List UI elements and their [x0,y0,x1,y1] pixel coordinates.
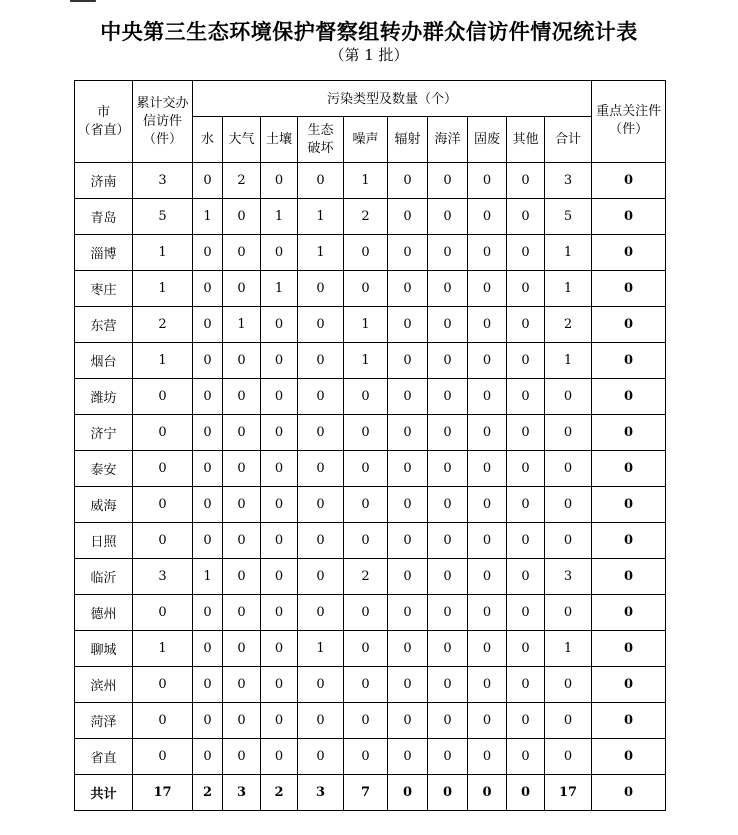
table-row [75,487,666,523]
water-cell: 0 [193,487,223,523]
subtotal-cell: 1 [545,271,592,307]
air-cell: 0 [223,379,261,415]
other-cell: 0 [507,235,545,271]
key-focus-cell: 0 [592,379,666,415]
radiation-cell: 0 [388,343,428,379]
other-cell: 0 [507,343,545,379]
air-cell: 1 [223,307,261,343]
city-cell: 滨州 [75,667,133,703]
air-cell: 0 [223,559,261,595]
other-cell: 0 [507,703,545,739]
header-noise: 噪声 [344,117,388,163]
subtotal-cell: 0 [545,595,592,631]
city-cell: 临沂 [75,559,133,595]
header-soil: 土壤 [261,117,298,163]
header-radiation: 辐射 [388,117,428,163]
total-subtotal: 17 [545,775,592,811]
total-other: 0 [507,775,545,811]
ocean-cell: 0 [428,487,468,523]
water-cell: 0 [193,415,223,451]
noise-cell: 1 [344,163,388,199]
eco-cell: 0 [298,343,344,379]
radiation-cell: 0 [388,235,428,271]
other-cell: 0 [507,523,545,559]
header-eco-damage [298,117,344,163]
city-cell: 菏泽 [75,703,133,739]
subtotal-cell: 0 [545,523,592,559]
soil-cell: 0 [261,487,298,523]
radiation-cell: 0 [388,739,428,775]
header-city-line2: （省直） [77,122,130,138]
header-pollution-group: 污染类型及数量（个） [193,81,592,117]
radiation-cell: 0 [388,703,428,739]
soil-cell: 1 [261,199,298,235]
city-cell: 潍坊 [75,379,133,415]
subtotal-cell: 0 [545,451,592,487]
key-focus-cell: 0 [592,523,666,559]
cumulative-cell: 0 [133,703,193,739]
radiation-cell: 0 [388,271,428,307]
solid-waste-cell: 0 [468,487,507,523]
radiation-cell: 0 [388,163,428,199]
city-cell: 淄博 [75,235,133,271]
soil-cell: 0 [261,415,298,451]
table-row [75,559,666,595]
eco-cell: 0 [298,415,344,451]
subtotal-cell: 0 [545,415,592,451]
table-row [75,343,666,379]
table-row [75,235,666,271]
subtotal-cell: 3 [545,559,592,595]
eco-cell: 0 [298,595,344,631]
eco-cell: 0 [298,307,344,343]
cumulative-cell: 3 [133,163,193,199]
other-cell: 0 [507,667,545,703]
solid-waste-cell: 0 [468,343,507,379]
header-air: 大气 [223,117,261,163]
water-cell: 0 [193,595,223,631]
ocean-cell: 0 [428,739,468,775]
soil-cell: 0 [261,667,298,703]
eco-cell: 0 [298,523,344,559]
water-cell: 0 [193,235,223,271]
other-cell: 0 [507,595,545,631]
key-focus-cell: 0 [592,631,666,667]
cumulative-cell: 0 [133,415,193,451]
other-cell: 0 [507,379,545,415]
total-water: 2 [193,775,223,811]
table-body [75,163,666,775]
table-row [75,667,666,703]
solid-waste-cell: 0 [468,163,507,199]
key-focus-cell: 0 [592,235,666,271]
city-cell: 省直 [75,739,133,775]
noise-cell: 2 [344,559,388,595]
eco-cell: 0 [298,487,344,523]
header-key-focus-label: 重点关注件（件） [596,104,662,137]
air-cell: 0 [223,667,261,703]
header-ocean: 海洋 [428,117,468,163]
cumulative-cell: 0 [133,667,193,703]
cumulative-cell: 2 [133,307,193,343]
solid-waste-cell: 0 [468,379,507,415]
other-cell: 0 [507,199,545,235]
radiation-cell: 0 [388,487,428,523]
noise-cell: 0 [344,235,388,271]
water-cell: 0 [193,163,223,199]
solid-waste-cell: 0 [468,739,507,775]
city-cell: 东营 [75,307,133,343]
header-eco-line2: 破坏 [307,140,334,156]
subtotal-cell: 0 [545,487,592,523]
other-cell: 0 [507,415,545,451]
water-cell: 0 [193,667,223,703]
cropped-header-mark [70,0,96,2]
solid-waste-cell: 0 [468,199,507,235]
city-cell: 日照 [75,523,133,559]
air-cell: 0 [223,487,261,523]
header-key-focus [592,81,666,163]
radiation-cell: 0 [388,523,428,559]
city-cell: 枣庄 [75,271,133,307]
solid-waste-cell: 0 [468,307,507,343]
radiation-cell: 0 [388,307,428,343]
noise-cell: 0 [344,379,388,415]
subtotal-cell: 0 [545,667,592,703]
solid-waste-cell: 0 [468,271,507,307]
key-focus-cell: 0 [592,739,666,775]
soil-cell: 0 [261,163,298,199]
cumulative-cell: 1 [133,235,193,271]
ocean-cell: 0 [428,703,468,739]
cumulative-cell: 1 [133,343,193,379]
table-row [75,379,666,415]
city-cell: 青岛 [75,199,133,235]
radiation-cell: 0 [388,631,428,667]
soil-cell: 0 [261,631,298,667]
total-label: 共计 [75,775,133,811]
ocean-cell: 0 [428,271,468,307]
soil-cell: 0 [261,559,298,595]
total-soil: 2 [261,775,298,811]
radiation-cell: 0 [388,199,428,235]
city-cell: 烟台 [75,343,133,379]
water-cell: 1 [193,559,223,595]
solid-waste-cell: 0 [468,523,507,559]
solid-waste-cell: 0 [468,235,507,271]
water-cell: 0 [193,271,223,307]
other-cell: 0 [507,271,545,307]
eco-cell: 1 [298,199,344,235]
header-cumulative-label: 累计交办信访件（件） [136,95,189,147]
table-row [75,451,666,487]
header-row-top [75,81,666,117]
water-cell: 0 [193,631,223,667]
total-solid: 0 [468,775,507,811]
radiation-cell: 0 [388,595,428,631]
eco-cell: 1 [298,235,344,271]
page-title: 中央第三生态环境保护督察组转办群众信访件情况统计表 [100,20,638,44]
soil-cell: 0 [261,703,298,739]
ocean-cell: 0 [428,631,468,667]
subtotal-cell: 1 [545,631,592,667]
other-cell: 0 [507,163,545,199]
noise-cell: 0 [344,271,388,307]
noise-cell: 0 [344,523,388,559]
subtotal-cell: 0 [545,703,592,739]
other-cell: 0 [507,631,545,667]
air-cell: 0 [223,739,261,775]
city-cell: 泰安 [75,451,133,487]
noise-cell: 0 [344,631,388,667]
header-subtotal: 合计 [545,117,592,163]
radiation-cell: 0 [388,415,428,451]
soil-cell: 0 [261,595,298,631]
eco-cell: 1 [298,631,344,667]
total-radiation: 0 [388,775,428,811]
key-focus-cell: 0 [592,703,666,739]
key-focus-cell: 0 [592,343,666,379]
solid-waste-cell: 0 [468,415,507,451]
solid-waste-cell: 0 [468,595,507,631]
key-focus-cell: 0 [592,163,666,199]
eco-cell: 0 [298,703,344,739]
subtotal-cell: 0 [545,739,592,775]
air-cell: 2 [223,163,261,199]
table-row [75,415,666,451]
table-row [75,595,666,631]
key-focus-cell: 0 [592,451,666,487]
air-cell: 0 [223,343,261,379]
ocean-cell: 0 [428,451,468,487]
header-city [75,81,133,163]
air-cell: 0 [223,451,261,487]
noise-cell: 0 [344,667,388,703]
ocean-cell: 0 [428,235,468,271]
other-cell: 0 [507,739,545,775]
cumulative-cell: 3 [133,559,193,595]
eco-cell: 0 [298,163,344,199]
noise-cell: 0 [344,739,388,775]
cumulative-cell: 0 [133,739,193,775]
other-cell: 0 [507,487,545,523]
petition-statistics-table [74,80,666,811]
table-row [75,631,666,667]
total-noise: 7 [344,775,388,811]
air-cell: 0 [223,271,261,307]
eco-cell: 0 [298,379,344,415]
solid-waste-cell: 0 [468,631,507,667]
header-water: 水 [193,117,223,163]
city-cell: 聊城 [75,631,133,667]
soil-cell: 0 [261,451,298,487]
soil-cell: 0 [261,235,298,271]
batch-subtitle: （第 1 批） [329,46,409,64]
radiation-cell: 0 [388,451,428,487]
key-focus-cell: 0 [592,307,666,343]
noise-cell: 0 [344,415,388,451]
water-cell: 0 [193,379,223,415]
cumulative-cell: 0 [133,523,193,559]
subtotal-cell: 2 [545,307,592,343]
key-focus-cell: 0 [592,271,666,307]
total-cumulative: 17 [133,775,193,811]
table-row [75,199,666,235]
city-cell: 济南 [75,163,133,199]
cumulative-cell: 5 [133,199,193,235]
subtotal-cell: 1 [545,235,592,271]
city-cell: 威海 [75,487,133,523]
key-focus-cell: 0 [592,667,666,703]
air-cell: 0 [223,415,261,451]
other-cell: 0 [507,307,545,343]
noise-cell: 0 [344,703,388,739]
ocean-cell: 0 [428,307,468,343]
soil-cell: 1 [261,271,298,307]
table-row [75,703,666,739]
eco-cell: 0 [298,559,344,595]
soil-cell: 0 [261,379,298,415]
water-cell: 0 [193,451,223,487]
subtotal-cell: 5 [545,199,592,235]
water-cell: 0 [193,523,223,559]
city-cell: 济宁 [75,415,133,451]
radiation-cell: 0 [388,667,428,703]
total-eco: 3 [298,775,344,811]
eco-cell: 0 [298,271,344,307]
air-cell: 0 [223,199,261,235]
cumulative-cell: 0 [133,451,193,487]
soil-cell: 0 [261,523,298,559]
soil-cell: 0 [261,343,298,379]
solid-waste-cell: 0 [468,667,507,703]
noise-cell: 0 [344,595,388,631]
subtotal-cell: 0 [545,379,592,415]
city-cell: 德州 [75,595,133,631]
water-cell: 0 [193,343,223,379]
noise-cell: 1 [344,343,388,379]
eco-cell: 0 [298,739,344,775]
air-cell: 0 [223,631,261,667]
eco-cell: 0 [298,451,344,487]
water-cell: 1 [193,199,223,235]
header-solid-waste: 固废 [468,117,507,163]
key-focus-cell: 0 [592,415,666,451]
radiation-cell: 0 [388,559,428,595]
noise-cell: 0 [344,451,388,487]
water-cell: 0 [193,703,223,739]
table-row [75,163,666,199]
total-key-focus: 0 [592,775,666,811]
ocean-cell: 0 [428,379,468,415]
table-row [75,271,666,307]
total-row [75,775,666,811]
header-eco-line1: 生态 [307,122,334,138]
cumulative-cell: 1 [133,631,193,667]
ocean-cell: 0 [428,343,468,379]
total-air: 3 [223,775,261,811]
cumulative-cell: 1 [133,271,193,307]
header-city-line1: 市 [96,104,110,120]
header-other: 其他 [507,117,545,163]
table-row [75,307,666,343]
ocean-cell: 0 [428,415,468,451]
key-focus-cell: 0 [592,559,666,595]
table-row [75,523,666,559]
other-cell: 0 [507,559,545,595]
cumulative-cell: 0 [133,595,193,631]
other-cell: 0 [507,451,545,487]
table-row [75,739,666,775]
air-cell: 0 [223,523,261,559]
air-cell: 0 [223,595,261,631]
ocean-cell: 0 [428,559,468,595]
noise-cell: 0 [344,487,388,523]
eco-cell: 0 [298,667,344,703]
key-focus-cell: 0 [592,595,666,631]
cumulative-cell: 0 [133,487,193,523]
key-focus-cell: 0 [592,487,666,523]
noise-cell: 1 [344,307,388,343]
radiation-cell: 0 [388,379,428,415]
solid-waste-cell: 0 [468,559,507,595]
soil-cell: 0 [261,307,298,343]
ocean-cell: 0 [428,523,468,559]
water-cell: 0 [193,739,223,775]
ocean-cell: 0 [428,595,468,631]
air-cell: 0 [223,703,261,739]
ocean-cell: 0 [428,667,468,703]
noise-cell: 2 [344,199,388,235]
air-cell: 0 [223,235,261,271]
solid-waste-cell: 0 [468,703,507,739]
total-ocean: 0 [428,775,468,811]
cumulative-cell: 0 [133,379,193,415]
ocean-cell: 0 [428,199,468,235]
solid-waste-cell: 0 [468,451,507,487]
header-cumulative [133,81,193,163]
ocean-cell: 0 [428,163,468,199]
water-cell: 0 [193,307,223,343]
subtotal-cell: 3 [545,163,592,199]
soil-cell: 0 [261,739,298,775]
subtotal-cell: 1 [545,343,592,379]
key-focus-cell: 0 [592,199,666,235]
